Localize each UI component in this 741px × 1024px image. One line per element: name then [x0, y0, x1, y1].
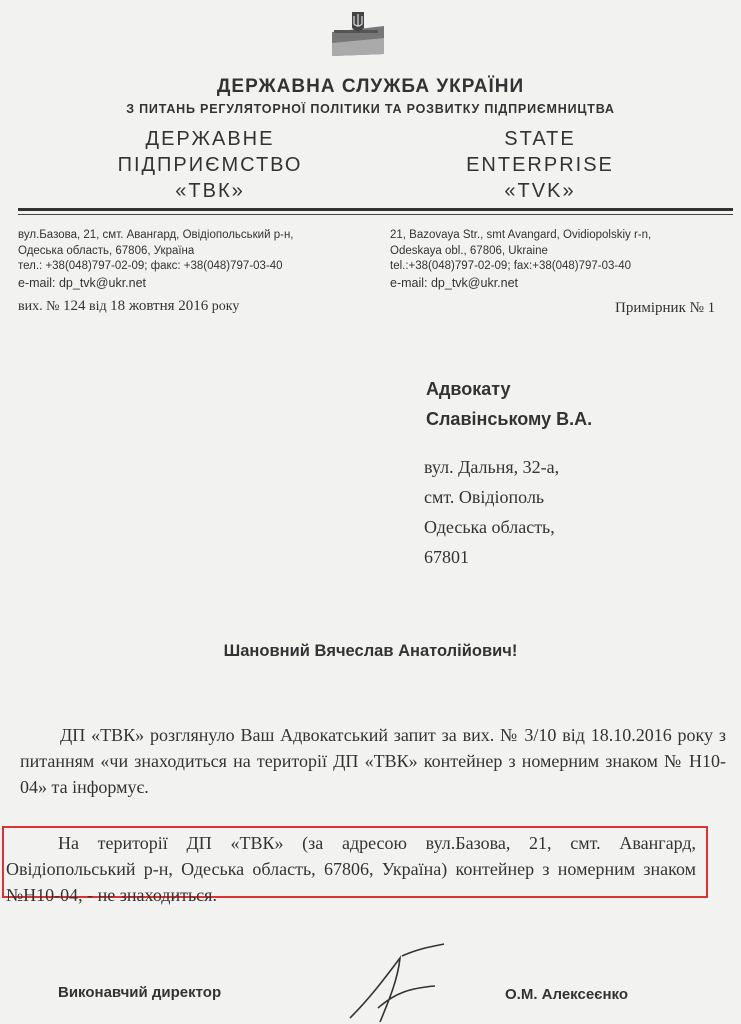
enterprise-name-en: STATE ENTERPRISE «TVK» [466, 128, 614, 202]
signatory-name: О.М. Алексеєнко [505, 986, 628, 1003]
copy-number: Примірник № 1 [615, 300, 716, 316]
contacts-ua: вул.Базова, 21, смт. Авангард, Овідіопольський р-н, Одеська область, 67806, Україна тел.: +38(048)797-02-09; факс: +38(048)797-03-40 e-mail: dp_tvk@ukr.net [18, 229, 294, 290]
recipient: Адвокату Славінському В.А. [426, 379, 593, 429]
body-paragraph-1: ДП «ТВК» розглянуло Ваш Адвокатський запит за вих. № 3/10 від 18.10.2016 року з питанням «чи знаходиться на території ДП «ТВК» контейнер з номерним знаком № Н10-04» та інформує. [20, 725, 726, 797]
greeting: Шановний Вячеслав Анатолійович! [223, 642, 518, 660]
header-divider-thin [18, 214, 733, 215]
outgoing-number: вих. № 124 від 18 жовтня 2016 року [18, 298, 240, 314]
enterprise-name-ua: ДЕРЖАВНЕ ПІДПРИЄМСТВО «ТВК» [117, 128, 303, 202]
contacts-en: 21, Bazovaya Str., smt Avangard, Ovidiopolskiy r-n, Odeskaya obl., 67806, Ukraine tel.:+38(048)797-02-09; fax:+38(048)797-03-40 e-mail: dp_tvk@ukr.net [390, 229, 652, 290]
agency-subtitle: З ПИТАНЬ РЕГУЛЯТОРНОЇ ПОЛІТИКИ ТА РОЗВИТКУ ПІДПРИЄМНИЦТВА [126, 102, 615, 116]
outgoing-number-value: 124 [62, 298, 86, 314]
header-divider-thick [18, 208, 733, 211]
agency-title: ДЕРЖАВНА СЛУЖБА УКРАЇНИ [216, 76, 525, 97]
handwritten-signature [340, 938, 450, 1024]
recipient-address: вул. Дальня, 32-а, смт. Овідіополь Одеська область, 67801 [424, 457, 560, 567]
state-emblem-icon [326, 10, 390, 60]
outgoing-date: 18 жовтня 2016 [110, 298, 209, 314]
body-paragraph-2: На території ДП «ТВК» (за адресою вул.Базова, 21, смт. Авангард, Овідіопольський р-н, Одеська область, 67806, Україна) контейнер з номерним знаком №Н10-04, - не знаходиться. [6, 833, 696, 905]
signatory-title: Виконавчий директор [58, 984, 222, 1001]
